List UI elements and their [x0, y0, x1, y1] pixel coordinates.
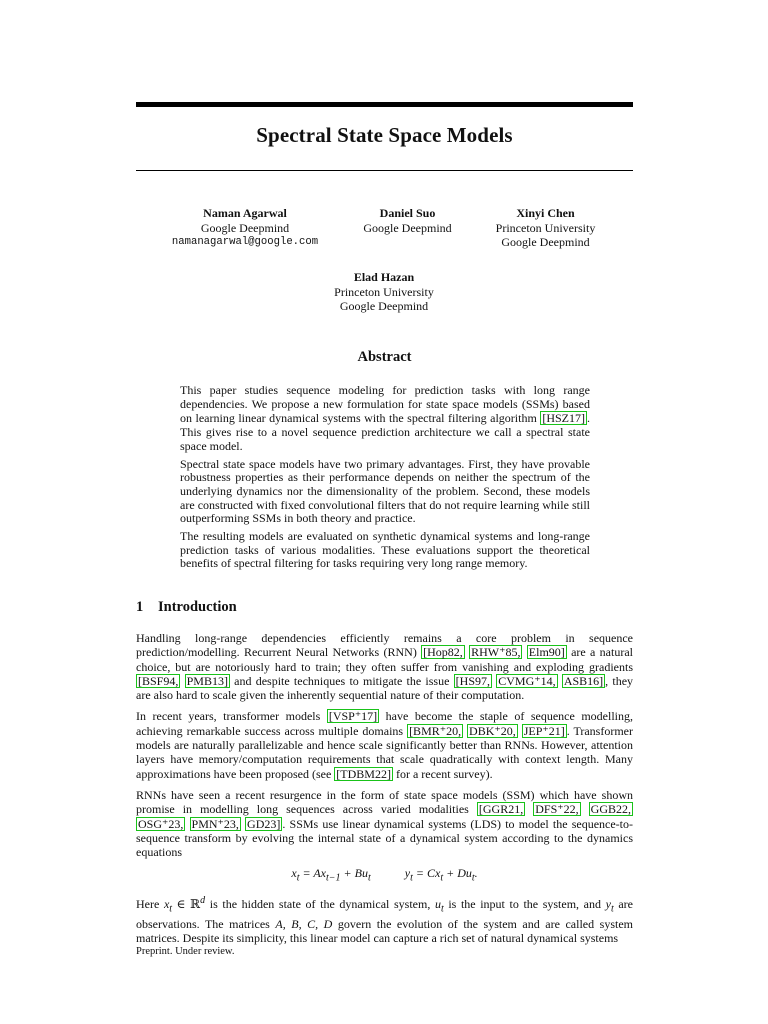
abstract-paragraph-3: The resulting models are evaluated on synthetic dynamical systems and long-range prediction tasks of various modalities. These evaluations support the theoretical benefits of spectral filtering for tasks requiring very long range memory.	[180, 529, 590, 571]
intro-paragraph-2: In recent years, transformer models [VSP⁺17] have become the staple of sequence modelling, achieving remarkable success across multiple domains [BMR⁺20, DBK⁺20, JEP⁺21] . Transformer models are naturally parallelizable and hence scale significantly better than RNNs. However, attention layers have memory/computation requirements that scale quadratically with context length. Many approximations have been proposed (see [TDBM22] for a recent survey).	[136, 709, 634, 781]
intro-paragraph-4: Here $x_t$ ∈ ℝ$^d$ is the hidden state of the dynamical system, $u_t$ is the input to the system, and $y_t$ are observations. The matrices A, B, C, D govern the evolution of the system and are called system matrices. Despite its simplicity, this linear model can capture a rich set of natural dynamical systems	[136, 895, 633, 946]
author-name: Elad Hazan	[353, 270, 415, 284]
author-email[interactable]: namanagarwal@google.com	[171, 236, 319, 248]
citation-link[interactable]: DFS⁺22,	[535, 802, 579, 817]
author-name: Daniel Suo	[379, 206, 436, 220]
author-affiliation: Princeton University	[334, 284, 434, 299]
citation-link[interactable]: ASB16]	[563, 673, 604, 688]
citation-link[interactable]: JEP⁺21]	[523, 723, 565, 738]
author-block-3	[478, 206, 613, 250]
title-top-rule	[136, 102, 633, 107]
intro-paragraph-3: RNNs have seen a recent resurgence in the form of state space models (SSM) which have shown promise in modelling long sequences across varied modalities [GGR21, DFS⁺22, GGB22, OSG⁺23, PMN⁺23, GD23] . SSMs use linear dynamical systems (LDS) to model the sequence-to-sequence transform by evolving the internal state of a dynamical system according to the dynamics equations	[136, 787, 634, 860]
citation-link[interactable]: [TDBM22]	[336, 766, 391, 781]
author-name: Xinyi Chen	[516, 206, 575, 220]
citation-link[interactable]: [VSP⁺17]	[328, 709, 378, 724]
citation-link[interactable]: PMN⁺23,	[191, 816, 239, 831]
abstract-paragraph-2: Spectral state space models have two primary advantages. First, they have provable robustness properties as their performance depends on neither the spectrum of the underlying dynamics nor the dimensionality of the problem. Second, these models are constructed with fixed convolutional filters that do not require learning while still outperforming SSMs in both theory and practice.	[180, 456, 590, 526]
author-affiliation: Google Deepmind	[363, 220, 452, 235]
abstract-body	[180, 384, 590, 575]
citation-link[interactable]: DBK⁺20,	[469, 723, 516, 738]
paper-title: Spectral State Space Models	[256, 123, 513, 147]
section-number: 1	[136, 599, 144, 615]
citation-link[interactable]: [HSZ17]	[542, 411, 585, 426]
citation-link[interactable]: GGB22,	[590, 802, 632, 817]
citation-link[interactable]: [Hop82,	[423, 645, 463, 660]
citation-link[interactable]: Elm90]	[528, 645, 565, 660]
preprint-footer: Preprint. Under review.	[136, 946, 235, 957]
abstract-paragraph-1: This paper studies sequence modeling for prediction tasks with long range dependencies. We propose a new formulation for state space models (SSMs) based on learning linear dynamical systems with the spectral filtering algorithm [HSZ17] . This gives rise to a novel sequence prediction architecture we call a spectral state space model.	[180, 383, 590, 453]
citation-link[interactable]: PMB13]	[186, 673, 228, 688]
author-block-2	[340, 206, 475, 235]
author-affiliation: Princeton University	[495, 220, 596, 235]
citation-link[interactable]: CVMG⁺14,	[498, 673, 556, 688]
title-bottom-rule	[136, 170, 633, 171]
author-block-4	[300, 270, 468, 314]
citation-link[interactable]: [BMR⁺20,	[409, 723, 462, 738]
section-title: Introduction	[158, 599, 237, 615]
author-affiliation: Google Deepmind	[200, 220, 290, 235]
intro-paragraph-1: Handling long-range dependencies efficiently remains a core problem in sequence prediction/modelling. Recurrent Neural Networks (RNN) [Hop82, RHW⁺85, Elm90] are a natural choice, but are notoriously hard to train; they often suffer from vanishing and exploding gradients [BSF94, PMB13] and despite techniques to mitigate the issue [HS97, CVMG⁺14, ASB16] , they are also hard to scale given the inherently sequential nature of their computation.	[136, 631, 634, 703]
citation-link[interactable]: OSG⁺23,	[138, 816, 184, 831]
dynamics-equation: $x_t = Ax_{t-1} + Bu_t$ $y_t = Cx_t + Du_t$.	[291, 866, 478, 884]
abstract-heading: Abstract	[357, 349, 412, 365]
author-affiliation-2: Google Deepmind	[501, 235, 590, 249]
author-block-1	[160, 206, 330, 250]
author-name: Naman Agarwal	[203, 206, 287, 220]
citation-link[interactable]: RHW⁺85,	[471, 645, 521, 660]
author-affiliation-2: Google Deepmind	[339, 299, 429, 313]
citation-link[interactable]: [HS97,	[455, 673, 490, 688]
introduction-body	[136, 631, 633, 952]
section-heading	[136, 599, 237, 616]
citation-link[interactable]: [GGR21,	[478, 802, 524, 817]
citation-link[interactable]: [BSF94,	[138, 673, 179, 688]
citation-link[interactable]: GD23]	[247, 816, 281, 831]
